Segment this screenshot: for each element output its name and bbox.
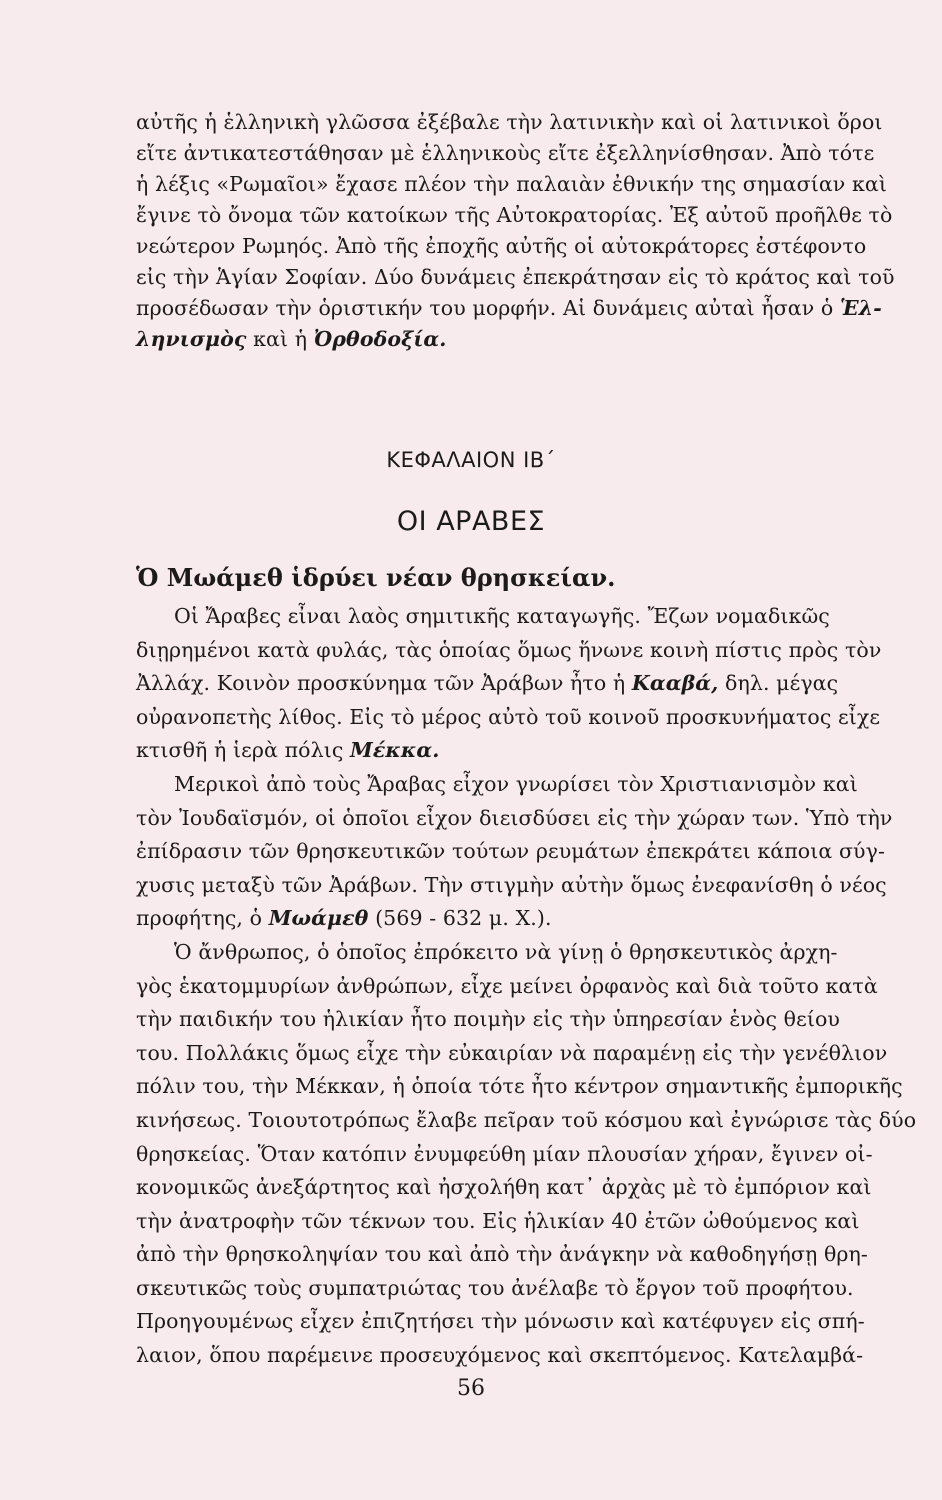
chapter-number: ΚΕΦΑΛΑΙΟΝ ΙΒ΄ bbox=[386, 448, 556, 472]
p2-line-4: χυσις μεταξὺ τῶν Ἀράβων. Τὴν στιγμὴν αὐτὴν ὅμως ἐνεφανίσθη ὁ νέος bbox=[136, 872, 887, 897]
p3-line-5: πόλιν του, τὴν Μέκκαν, ἡ ὁποία τότε ἦτο κέντρον σημαντικῆς ἐμπορικῆς bbox=[136, 1074, 903, 1099]
intro-line-8-text: καὶ ἡ bbox=[253, 327, 308, 351]
section-heading: Ὁ Μωάμεθ ἱδρύει νέαν θρησκείαν. bbox=[136, 563, 616, 592]
p1-emphasis-kaaba: Κααβά, bbox=[631, 671, 719, 696]
chapter-title: ΟΙ ΑΡΑΒΕΣ bbox=[396, 506, 546, 537]
intro-line-7-text: προσέδωσαν τὴν ὁριστικήν του μορφήν. Αἱ δυνάμεις αὐταὶ ἦσαν ὁ bbox=[136, 296, 834, 320]
page-number: 56 bbox=[457, 1376, 485, 1401]
p2-line-5 bbox=[136, 902, 806, 936]
p3-line-6: κινήσεως. Τοιουτοτρόπως ἔλαβε πεῖραν τοῦ κόσμου καὶ ἐγνώρισε τὰς δύο bbox=[136, 1107, 917, 1132]
p3-line-9: τὴν ἀνατροφὴν τῶν τέκνων του. Εἰς ἡλικίαν 40 ἐτῶν ὠθούμενος καὶ bbox=[136, 1208, 860, 1233]
p3-line-8: κονομικῶς ἀνεξάρτητος καὶ ἠσχολήθη κατ᾿ ἀρχὰς μὲ τὸ ἐμπόριον καὶ bbox=[136, 1175, 872, 1200]
p3-line-3: τὴν παιδικήν του ἡλικίαν ἦτο ποιμὴν εἰς τὴν ὑπηρεσίαν ἑνὸς θείου bbox=[136, 1007, 840, 1032]
p1-line-3 bbox=[136, 667, 839, 701]
p2-line-1: Μερικοὶ ἀπὸ τοὺς Ἄραβας εἶχον γνωρίσει τὸν Χριστιανισμὸν καὶ bbox=[174, 771, 858, 796]
p1-emphasis-mecca: Μέκκα. bbox=[350, 738, 440, 763]
p2-emphasis-muhammad: Μωάμεθ bbox=[268, 906, 369, 931]
p2-line-3: ἐπίδρασιν τῶν θρησκευτικῶν τούτων ρευμάτων ἐπεκράτει κάποια σύγ- bbox=[136, 839, 885, 864]
p1-line-3-text-a: Ἀλλάχ. Κοινὸν προσκύνημα τῶν Ἀράβων ἦτο ἡ bbox=[136, 671, 626, 696]
p3-line-10: ἀπὸ τὴν θρησκοληψίαν του καὶ ἀπὸ τὴν ἀνάγκην νὰ καθοδηγήσῃ θρη- bbox=[136, 1242, 868, 1267]
p1-line-5 bbox=[136, 734, 806, 768]
p3-line-1: Ὁ ἄνθρωπος, ὁ ὁποῖος ἐπρόκειτο νὰ γίνῃ ὁ θρησκευτικὸς ἀρχη- bbox=[174, 939, 838, 964]
chapter-body bbox=[136, 600, 917, 1373]
p3-line-7: θρησκείας. Ὅταν κατόπιν ἐνυμφεύθη μίαν πλουσίαν χήραν, ἔγινεν οἰ- bbox=[136, 1141, 873, 1166]
intro-line-8 bbox=[136, 324, 806, 355]
intro-emphasis-hellenism-part2: ληνισμὸς bbox=[136, 327, 247, 351]
intro-line-1: αὐτῆς ἡ ἑλληνικὴ γλῶσσα ἐξέβαλε τὴν λατινικὴν καὶ οἱ λατινικοὶ ὅροι bbox=[136, 110, 883, 134]
intro-line-6: εἰς τὴν Ἁγίαν Σοφίαν. Δύο δυνάμεις ἐπεκράτησαν εἰς τὸ κράτος καὶ τοῦ bbox=[136, 265, 895, 289]
p3-line-12: Προηγουμένως εἶχεν ἐπιζητήσει τὴν μόνωσιν καὶ κατέφυγεν εἰς σπή- bbox=[136, 1309, 865, 1334]
p2-line-2: τὸν Ἰουδαϊσμόν, οἱ ὁποῖοι εἶχον διεισδύσει εἰς τὴν χώραν των. Ὑπὸ τὴν bbox=[136, 805, 893, 830]
p2-line-5-text-a: προφήτης, ὁ bbox=[136, 906, 263, 931]
p3-line-4: του. Πολλάκις ὅμως εἶχε τὴν εὐκαιρίαν νὰ παραμένῃ εἰς τὴν γενέθλιον bbox=[136, 1040, 888, 1065]
intro-line-7 bbox=[136, 293, 882, 324]
p1-line-3-text-b: δηλ. μέγας bbox=[725, 671, 839, 696]
intro-line-4: ἔγινε τὸ ὄνομα τῶν κατοίκων τῆς Αὐτοκρατορίας. Ἐξ αὐτοῦ προῆλθε τὸ bbox=[136, 203, 893, 227]
p2-line-5-text-b: (569 - 632 μ. Χ.). bbox=[375, 906, 552, 931]
p1-line-4: οὐρανοπετὴς λίθος. Εἰς τὸ μέρος αὐτὸ τοῦ κοινοῦ προσκυνήματος εἶχε bbox=[136, 704, 881, 729]
p1-line-5-text: κτισθῆ ἡ ἱερὰ πόλις bbox=[136, 738, 344, 763]
p1-line-2: διῃρημένοι κατὰ φυλάς, τὰς ὁποίας ὅμως ἥνωνε κοινὴ πίστις πρὸς τὸν bbox=[136, 637, 882, 662]
intro-paragraph bbox=[136, 107, 895, 355]
p1-line-1: Οἱ Ἄραβες εἶναι λαὸς σημιτικῆς καταγωγῆς. Ἔζων νομαδικῶς bbox=[174, 604, 830, 628]
intro-line-3: ἡ λέξις «Ρωμαῖοι» ἔχασε πλέον τὴν παλαιὰν ἐθνικήν της σημασίαν καὶ bbox=[136, 172, 887, 196]
intro-line-5: νεώτερον Ρωμηός. Ἀπὸ τῆς ἐποχῆς αὐτῆς οἱ αὐτοκράτορες ἐστέφοντο bbox=[136, 234, 867, 258]
intro-emphasis-orthodoxy: Ὀρθοδοξία. bbox=[313, 327, 447, 351]
p3-line-13: λαιον, ὅπου παρέμεινε προσευχόμενος καὶ σκεπτόμενος. Κατελαμβά- bbox=[136, 1343, 864, 1368]
intro-line-2: εἴτε ἀντικατεστάθησαν μὲ ἑλληνικοὺς εἴτε ἐξελληνίσθησαν. Ἀπὸ τότε bbox=[136, 141, 875, 165]
intro-emphasis-hellenism-part1: Ἑλ- bbox=[840, 296, 882, 320]
p3-line-2: γὸς ἑκατομμυρίων ἀνθρώπων, εἶχε μείνει ὀρφανὸς καὶ διὰ τοῦτο κατὰ bbox=[136, 973, 878, 998]
p3-line-11: σκευτικῶς τοὺς συμπατριώτας του ἀνέλαβε τὸ ἔργον τοῦ προφήτου. bbox=[136, 1275, 854, 1300]
